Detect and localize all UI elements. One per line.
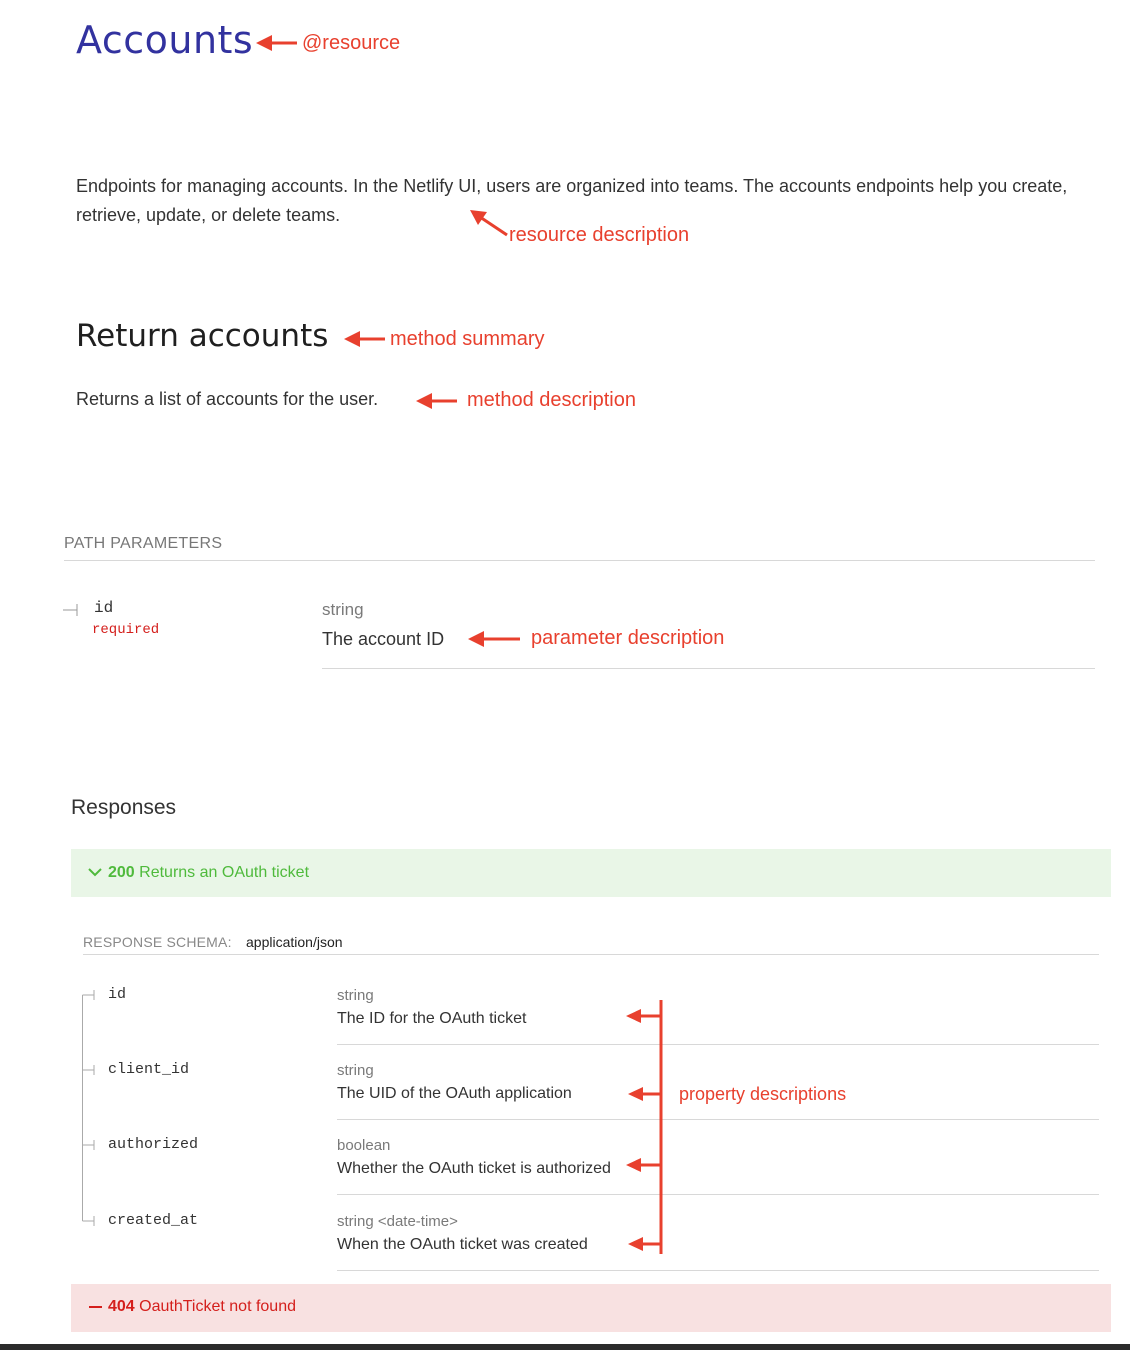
window-bottom-edge (0, 1344, 1130, 1350)
property-description: The ID for the OAuth ticket (337, 1010, 527, 1027)
arrow-left-icon (344, 330, 386, 348)
response-200-text: Returns an OAuth ticket (139, 864, 310, 881)
property-type: boolean (337, 1137, 391, 1154)
arrow-up-left-icon (470, 210, 510, 238)
response-404-code: 404 (108, 1298, 135, 1315)
resource-annotation: @resource (302, 32, 401, 54)
path-parameters-label: PATH PARAMETERS (64, 535, 223, 552)
chevron-down-icon[interactable] (87, 866, 105, 886)
property-type: string (337, 1062, 374, 1079)
minus-icon[interactable] (89, 1306, 102, 1308)
property-type: string (337, 987, 374, 1004)
property-description: The UID of the OAuth application (337, 1085, 572, 1102)
tree-branch-icon (63, 604, 81, 616)
param-description: The account ID (322, 629, 445, 649)
response-200-code: 200 (108, 864, 135, 881)
property-description: Whether the OAuth ticket is authorized (337, 1160, 611, 1177)
param-description-annotation: parameter description (531, 627, 725, 649)
property-annotation-bracket (626, 1000, 666, 1255)
response-404-label[interactable] (108, 1298, 296, 1316)
divider (337, 1044, 1099, 1045)
divider (337, 1119, 1099, 1120)
arrow-left-icon (468, 630, 520, 648)
property-name: client_id (108, 1061, 190, 1078)
property-description: When the OAuth ticket was created (337, 1236, 588, 1253)
property-name: created_at (108, 1212, 199, 1229)
property-type: string <date-time> (337, 1213, 458, 1230)
method-description-annotation: method description (467, 389, 636, 411)
resource-description-annotation: resource description (509, 224, 690, 246)
method-summary-annotation: method summary (390, 328, 545, 350)
response-200-label[interactable] (108, 864, 309, 882)
response-schema-label: RESPONSE SCHEMA: (83, 934, 232, 950)
divider (322, 668, 1095, 669)
resource-title: Accounts (76, 18, 254, 62)
method-summary: Return accounts (76, 318, 329, 354)
divider (83, 954, 1099, 955)
property-description-annotation: property descriptions (679, 1084, 847, 1104)
property-name: id (108, 986, 127, 1003)
resource-description: Endpoints for managing accounts. In the Netlify UI, users are organized into teams. The accounts endpoints help you create, retrieve, update, or delete teams. (76, 176, 1068, 225)
property-name: authorized (108, 1136, 199, 1153)
param-required-badge: required (92, 622, 160, 638)
divider (337, 1194, 1099, 1195)
arrow-left-icon (416, 392, 458, 410)
arrow-left-icon (256, 34, 298, 52)
method-description: Returns a list of accounts for the user. (76, 389, 379, 409)
divider (64, 560, 1095, 561)
responses-title: Responses (71, 796, 177, 819)
response-404-text: OauthTicket not found (139, 1298, 296, 1315)
response-content-type: application/json (246, 934, 343, 950)
divider (337, 1270, 1099, 1271)
param-type: string (322, 600, 364, 619)
param-name: id (94, 599, 114, 617)
property-tree-lines (82, 990, 102, 1225)
